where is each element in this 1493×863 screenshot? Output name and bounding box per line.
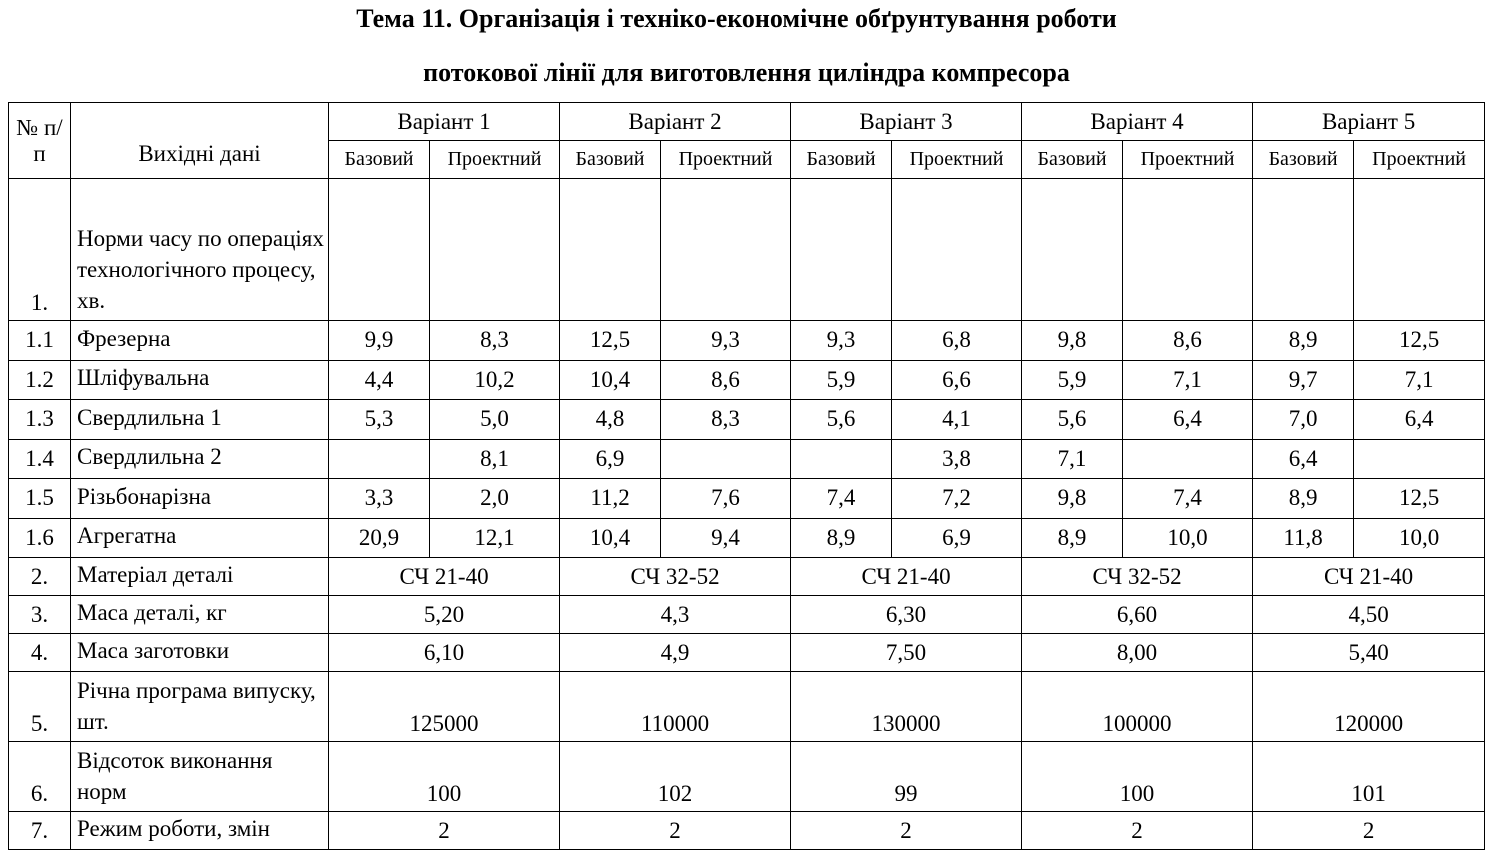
time-norm-cell [1354, 439, 1485, 479]
time-norm-cell: 4,8 [560, 400, 661, 440]
row-label: Маса деталі, кг [71, 596, 329, 634]
header-variant-4: Варіант 4 [1022, 103, 1253, 141]
variant-value-cell: 102 [560, 742, 791, 812]
time-norm-cell: 6,4 [1253, 439, 1354, 479]
time-norm-cell: 6,4 [1354, 400, 1485, 440]
time-norm-cell: 8,9 [1253, 321, 1354, 361]
variant-value-cell: 125000 [329, 672, 560, 742]
row-label: Маса заготовки [71, 634, 329, 672]
row-label: Відсоток виконання норм [71, 742, 329, 812]
document-title-line-2: потокової лінії для виготовлення циліндра компресора [423, 58, 1070, 87]
time-norm-cell: 6,6 [892, 360, 1022, 400]
time-norm-cell: 3,8 [892, 439, 1022, 479]
variant-value-cell: 100 [1022, 742, 1253, 812]
header-variant-5: Варіант 5 [1253, 103, 1485, 141]
table-row [9, 321, 1485, 361]
row-label: Норми часу по операціях технологічного процесу, хв. [71, 179, 329, 321]
variant-value-cell: 100000 [1022, 672, 1253, 742]
row-number: 1.1 [9, 321, 71, 361]
document-title-line-1: Тема 11. Організація і техніко-економічне обґрунтування роботи [356, 4, 1117, 33]
variant-value-cell: 6,60 [1022, 596, 1253, 634]
header-project: Проектний [661, 141, 791, 179]
time-norm-cell: 8,9 [1022, 518, 1123, 558]
variant-value-cell: 110000 [560, 672, 791, 742]
operation-name: Свердлильна 2 [71, 439, 329, 479]
variant-value-cell: 6,30 [791, 596, 1022, 634]
operation-name: Фрезерна [71, 321, 329, 361]
row-label: Річна програма випуску, шт. [71, 672, 329, 742]
variant-value-cell: 100 [329, 742, 560, 812]
empty-cell [560, 179, 661, 321]
row-number: 6. [9, 742, 71, 812]
empty-cell [1022, 179, 1123, 321]
table-row [9, 179, 1485, 321]
table-row [9, 634, 1485, 672]
time-norm-cell: 5,0 [430, 400, 560, 440]
time-norm-cell: 12,5 [1354, 321, 1485, 361]
time-norm-cell: 9,9 [329, 321, 430, 361]
time-norm-cell: 7,6 [661, 479, 791, 519]
empty-cell [892, 179, 1022, 321]
time-norm-cell: 8,1 [430, 439, 560, 479]
variant-value-cell: СЧ 32-52 [560, 558, 791, 596]
time-norm-cell: 3,3 [329, 479, 430, 519]
row-label: Матеріал деталі [71, 558, 329, 596]
variant-value-cell: 2 [1022, 812, 1253, 850]
table-row [9, 742, 1485, 812]
operation-name: Свердлильна 1 [71, 400, 329, 440]
empty-cell [430, 179, 560, 321]
time-norm-cell: 8,3 [430, 321, 560, 361]
time-norm-cell: 20,9 [329, 518, 430, 558]
time-norm-cell: 7,4 [791, 479, 892, 519]
variant-value-cell: 2 [560, 812, 791, 850]
row-number: 2. [9, 558, 71, 596]
row-number: 1.2 [9, 360, 71, 400]
operation-name: Різьбонарізна [71, 479, 329, 519]
header-base: Базовий [791, 141, 892, 179]
time-norm-cell: 2,0 [430, 479, 560, 519]
table-row [9, 439, 1485, 479]
variant-value-cell: 6,10 [329, 634, 560, 672]
variant-value-cell: 101 [1253, 742, 1485, 812]
empty-cell [1354, 179, 1485, 321]
time-norm-cell [661, 439, 791, 479]
time-norm-cell: 11,2 [560, 479, 661, 519]
row-number: 1. [9, 179, 71, 321]
time-norm-cell: 5,9 [791, 360, 892, 400]
header-number: № п/п [9, 103, 71, 179]
source-data-table [8, 102, 1485, 850]
time-norm-cell: 9,3 [661, 321, 791, 361]
empty-cell [1253, 179, 1354, 321]
time-norm-cell: 7,1 [1354, 360, 1485, 400]
variant-value-cell: 99 [791, 742, 1022, 812]
time-norm-cell: 5,6 [1022, 400, 1123, 440]
header-project: Проектний [892, 141, 1022, 179]
table-row [9, 812, 1485, 850]
time-norm-cell: 10,2 [430, 360, 560, 400]
variant-value-cell: 2 [1253, 812, 1485, 850]
empty-cell [661, 179, 791, 321]
variant-value-cell: 4,3 [560, 596, 791, 634]
time-norm-cell: 9,7 [1253, 360, 1354, 400]
time-norm-cell [329, 439, 430, 479]
time-norm-cell: 8,9 [1253, 479, 1354, 519]
variant-value-cell: 120000 [1253, 672, 1485, 742]
variant-value-cell: СЧ 21-40 [791, 558, 1022, 596]
time-norm-cell: 9,8 [1022, 321, 1123, 361]
time-norm-cell: 6,8 [892, 321, 1022, 361]
header-variant-2: Варіант 2 [560, 103, 791, 141]
row-number: 1.4 [9, 439, 71, 479]
table-row [9, 672, 1485, 742]
table-row [9, 518, 1485, 558]
table-row [9, 479, 1485, 519]
row-number: 3. [9, 596, 71, 634]
operation-name: Шліфувальна [71, 360, 329, 400]
row-number: 1.5 [9, 479, 71, 519]
time-norm-cell: 7,2 [892, 479, 1022, 519]
header-project: Проектний [430, 141, 560, 179]
time-norm-cell: 10,4 [560, 360, 661, 400]
time-norm-cell [1123, 439, 1253, 479]
variant-value-cell: 4,9 [560, 634, 791, 672]
header-variant-3: Варіант 3 [791, 103, 1022, 141]
variant-value-cell: СЧ 21-40 [1253, 558, 1485, 596]
header-variant-1: Варіант 1 [329, 103, 560, 141]
header-source-data: Вихідні дані [71, 103, 329, 179]
table-row [9, 400, 1485, 440]
table-row [9, 360, 1485, 400]
time-norm-cell: 8,6 [1123, 321, 1253, 361]
time-norm-cell: 8,6 [661, 360, 791, 400]
empty-cell [791, 179, 892, 321]
variant-value-cell: СЧ 21-40 [329, 558, 560, 596]
header-base: Базовий [1022, 141, 1123, 179]
variant-value-cell: 2 [791, 812, 1022, 850]
time-norm-cell: 10,4 [560, 518, 661, 558]
time-norm-cell: 7,0 [1253, 400, 1354, 440]
header-base: Базовий [329, 141, 430, 179]
time-norm-cell: 7,1 [1022, 439, 1123, 479]
time-norm-cell: 10,0 [1354, 518, 1485, 558]
empty-cell [329, 179, 430, 321]
time-norm-cell [791, 439, 892, 479]
time-norm-cell: 8,9 [791, 518, 892, 558]
variant-value-cell: 4,50 [1253, 596, 1485, 634]
time-norm-cell: 5,9 [1022, 360, 1123, 400]
time-norm-cell: 6,9 [560, 439, 661, 479]
row-number: 5. [9, 672, 71, 742]
empty-cell [1123, 179, 1253, 321]
time-norm-cell: 9,8 [1022, 479, 1123, 519]
row-label: Режим роботи, змін [71, 812, 329, 850]
header-base: Базовий [560, 141, 661, 179]
variant-value-cell: СЧ 32-52 [1022, 558, 1253, 596]
variant-value-cell: 5,20 [329, 596, 560, 634]
variant-value-cell: 2 [329, 812, 560, 850]
time-norm-cell: 6,4 [1123, 400, 1253, 440]
time-norm-cell: 10,0 [1123, 518, 1253, 558]
time-norm-cell: 5,6 [791, 400, 892, 440]
variant-value-cell: 130000 [791, 672, 1022, 742]
row-number: 4. [9, 634, 71, 672]
row-number: 1.3 [9, 400, 71, 440]
time-norm-cell: 7,1 [1123, 360, 1253, 400]
time-norm-cell: 12,5 [1354, 479, 1485, 519]
variant-value-cell: 8,00 [1022, 634, 1253, 672]
table-row [9, 558, 1485, 596]
time-norm-cell: 4,1 [892, 400, 1022, 440]
time-norm-cell: 9,4 [661, 518, 791, 558]
variant-value-cell: 5,40 [1253, 634, 1485, 672]
variant-value-cell: 7,50 [791, 634, 1022, 672]
time-norm-cell: 11,8 [1253, 518, 1354, 558]
time-norm-cell: 12,1 [430, 518, 560, 558]
header-project: Проектний [1123, 141, 1253, 179]
header-base: Базовий [1253, 141, 1354, 179]
table-row [9, 596, 1485, 634]
operation-name: Агрегатна [71, 518, 329, 558]
row-number: 1.6 [9, 518, 71, 558]
header-project: Проектний [1354, 141, 1485, 179]
time-norm-cell: 9,3 [791, 321, 892, 361]
time-norm-cell: 12,5 [560, 321, 661, 361]
time-norm-cell: 7,4 [1123, 479, 1253, 519]
row-number: 7. [9, 812, 71, 850]
time-norm-cell: 5,3 [329, 400, 430, 440]
time-norm-cell: 4,4 [329, 360, 430, 400]
time-norm-cell: 8,3 [661, 400, 791, 440]
time-norm-cell: 6,9 [892, 518, 1022, 558]
